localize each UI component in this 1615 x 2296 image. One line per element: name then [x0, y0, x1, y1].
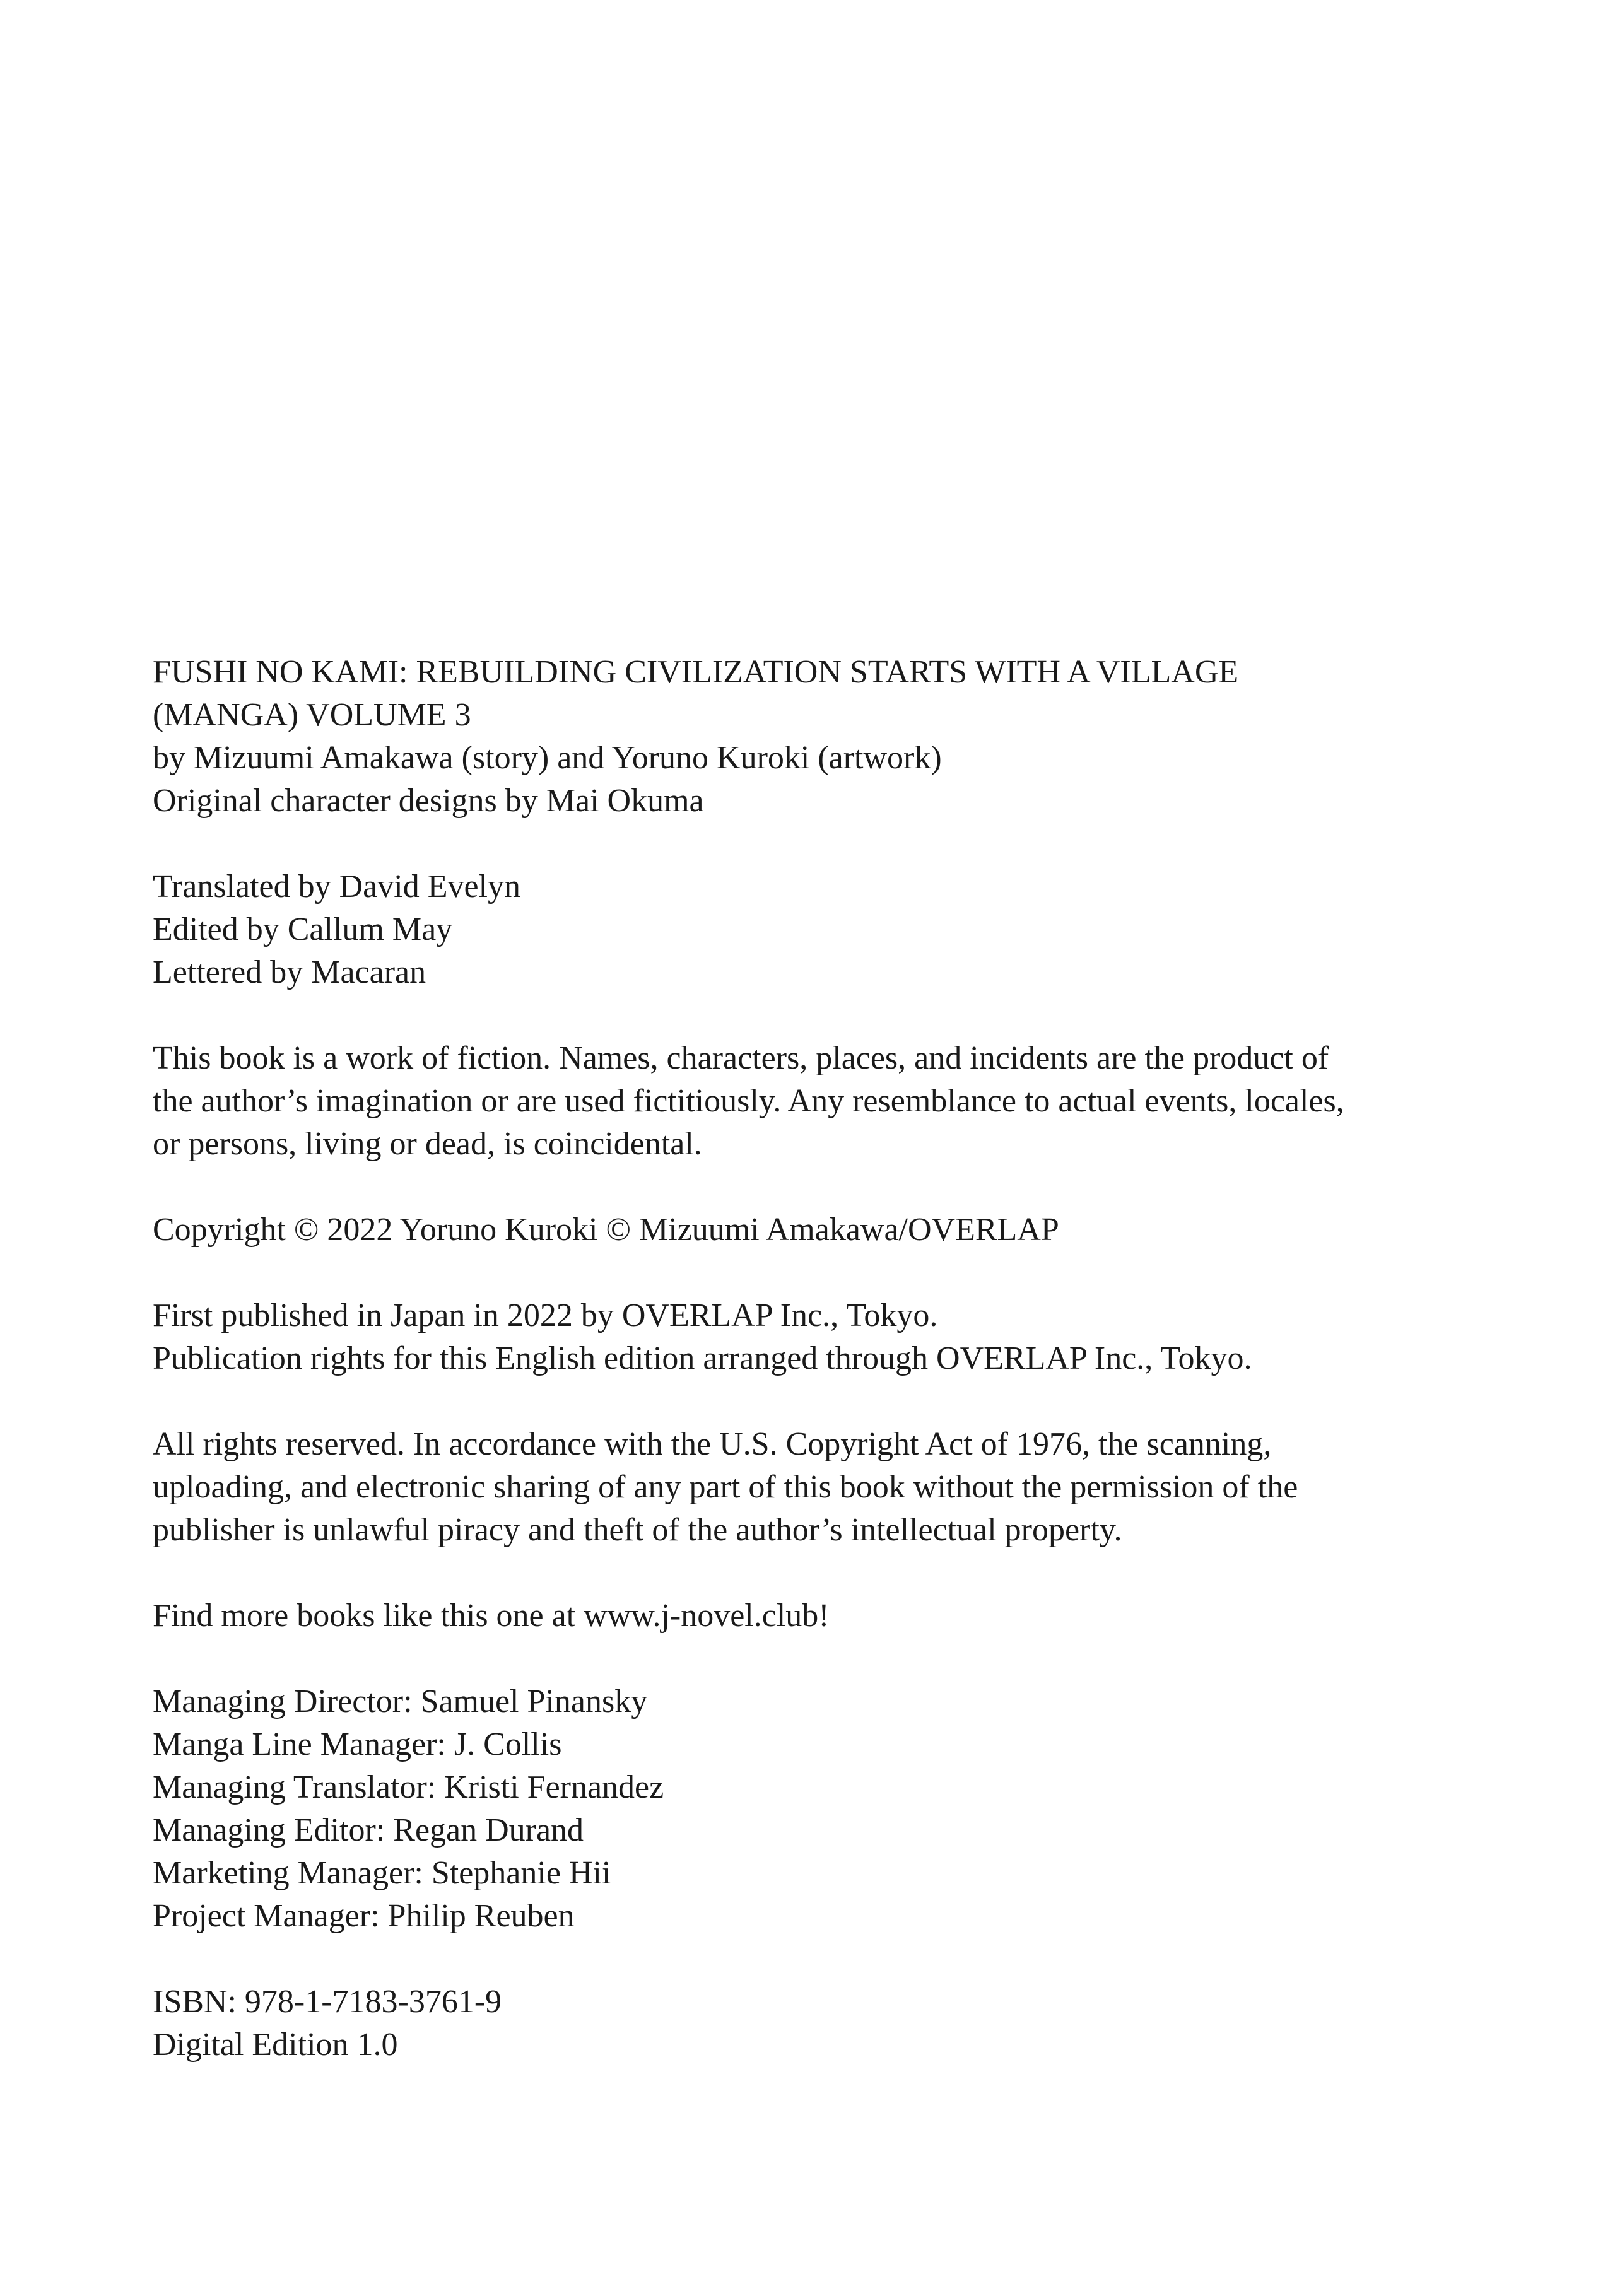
character-designs-line: Original character designs by Mai Okuma: [153, 783, 704, 819]
rights-notice-line-2: uploading, and electronic sharing of any part of this book without the permission of the: [153, 1469, 1298, 1505]
rights-notice-line-3: publisher is unlawful piracy and theft of the author’s intellectual property.: [153, 1512, 1122, 1548]
publication-rights-line: Publication rights for this English edition arranged through OVERLAP Inc., Tokyo.: [153, 1340, 1252, 1376]
publication-block: [153, 1294, 1509, 1380]
fiction-notice-line-1: This book is a work of fiction. Names, characters, places, and incidents are the product of: [153, 1040, 1329, 1076]
book-title-line-2: (MANGA) VOLUME 3: [153, 697, 471, 733]
isbn-line: ISBN: 978-1-7183-3761-9: [153, 1984, 502, 2020]
fiction-notice-line-3: or persons, living or dead, is coincidental.: [153, 1126, 702, 1162]
rights-notice: [153, 1423, 1509, 1552]
first-published-line: First published in Japan in 2022 by OVERLAP Inc., Tokyo.: [153, 1297, 938, 1333]
authors-line: by Mizuumi Amakawa (story) and Yoruno Kuroki (artwork): [153, 740, 942, 776]
copyright-page: [153, 651, 1509, 2066]
rights-notice-line-1: All rights reserved. In accordance with the U.S. Copyright Act of 1976, the scanning,: [153, 1426, 1272, 1462]
management-block: [153, 1680, 1509, 1938]
managing-editor-credit: Managing Editor: Regan Durand: [153, 1812, 584, 1848]
editor-credit: Edited by Callum May: [153, 911, 453, 947]
copyright-block: [153, 1209, 1509, 1251]
find-more-block: [153, 1595, 1509, 1637]
translator-credit: Translated by David Evelyn: [153, 869, 520, 905]
letterer-credit: Lettered by Macaran: [153, 954, 426, 990]
staff-block: [153, 865, 1509, 994]
managing-translator-credit: Managing Translator: Kristi Fernandez: [153, 1769, 664, 1805]
manga-line-manager-credit: Manga Line Manager: J. Collis: [153, 1726, 562, 1762]
copyright-line: Copyright © 2022 Yoruno Kuroki © Mizuumi Amakawa/OVERLAP: [153, 1212, 1059, 1248]
book-title-line-1: FUSHI NO KAMI: REBUILDING CIVILIZATION STARTS WITH A VILLAGE: [153, 654, 1239, 690]
edition-block: [153, 1981, 1509, 2066]
title-block: [153, 651, 1509, 823]
digital-edition-line: Digital Edition 1.0: [153, 2027, 398, 2063]
fiction-notice: [153, 1037, 1509, 1166]
find-more-line: Find more books like this one at www.j-novel.club!: [153, 1598, 830, 1634]
marketing-manager-credit: Marketing Manager: Stephanie Hii: [153, 1855, 611, 1891]
managing-director-credit: Managing Director: Samuel Pinansky: [153, 1684, 648, 1719]
project-manager-credit: Project Manager: Philip Reuben: [153, 1898, 575, 1934]
fiction-notice-line-2: the author’s imagination or are used fictitiously. Any resemblance to actual events, locales,: [153, 1083, 1344, 1119]
